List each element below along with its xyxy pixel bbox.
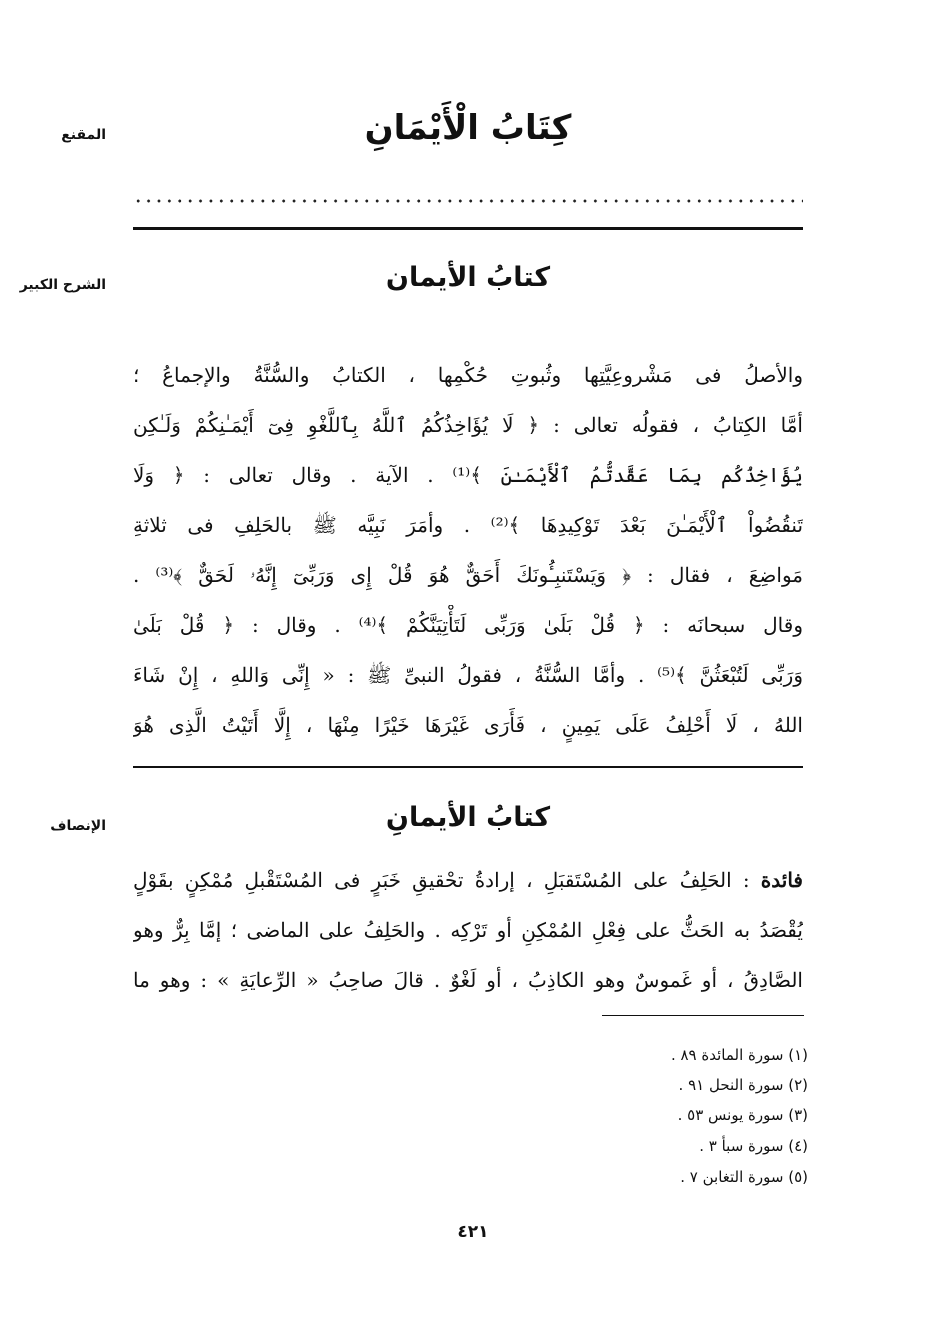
page-number: ٤٢١ [457, 1222, 489, 1242]
sharh-text-line: اللهُ ، لَا أَحْلِفُ عَلَى يَمِينٍ ، فَأَرَى غَيْرَهَا خَيْرًا مِنْهَا ، إِلَّا أَتَيْتُ الَّذِى هُوَ [133, 713, 803, 737]
insaf-title: كتابُ الأيمانِ [385, 802, 551, 833]
footnote: (٤) سورة سبأ ٣ . [699, 1137, 808, 1155]
sharh-title: كتابُ الأيمان [385, 262, 551, 293]
section-divider [133, 766, 803, 768]
sharh-text-line: والأصلُ فى مَشْروعِيَّتِها وثُبوتِ حُكْمِها ، الكتابُ والسُّنَّةُ والإجماعُ ؛ [133, 363, 803, 387]
insaf-text-line: الصَّادِقُ ، أو غَموسٌ وهو الكاذِبُ ، أو لَغْوٌ . قالَ صاحِبُ « الرِّعايَةِ » : وهو ما [133, 968, 803, 992]
sharh-text-line: وَرَبِّى لَتُبْعَثُنَّ ﴾⁽⁵⁾ . وأمَّا السُّنَّةُ ، فقولُ النبىِّ ﷺ : « إِنِّى وَاللهِ ، إِنْ شَاءَ [133, 663, 803, 687]
sharh-text-line: أمَّا الكِتابُ ، فقولُه تعالى : ﴿ لَا يُؤَاخِذُكُمُ ٱللَّهُ بِٱللَّغْوِ فِىٓ أَيْمَـٰنِكُمْ وَلَـٰكِن [133, 413, 803, 437]
footnote: (٣) سورة يونس ٥٣ . [677, 1106, 808, 1124]
sharh-text-line: يُؤَاخِذُكُم بِمَا عَقَّدتُّمُ ٱلْأَيْمَـٰنَ ﴾⁽¹⁾ . الآية . وقال تعالى : ﴿ وَلَا [133, 463, 803, 487]
footnote: (١) سورة المائدة ٨٩ . [670, 1046, 808, 1064]
dotted-divider [133, 199, 803, 203]
section-label-insaf: الإنصاف [50, 818, 106, 834]
insaf-text: : الحَلِفُ على المُسْتَقبَلِ ، إرادةُ تحْقيقِ خَبَرٍ فى المُسْتَقْبلِ مُمْكِنٍ بقَوْلٍ [133, 868, 761, 892]
muqni-title: كِتَابُ الْأَيْمَانِ [364, 108, 572, 148]
insaf-text-line: يُقْصَدُ به الحَثُّ على فِعْلِ المُمْكِنِ أو تَرْكِه . والحَلِفُ على الماضى ؛ إمَّا بِرٌّ وهو [133, 918, 803, 942]
section-divider [133, 227, 803, 230]
insaf-text-line [133, 860, 803, 900]
footnote: (٢) سورة النحل ٩١ . [678, 1076, 808, 1094]
sharh-text-line: تَنقُضُواْ ٱلْأَيْمَـٰنَ بَعْدَ تَوْكِيدِهَا ﴾⁽²⁾ . وأمَرَ نَبِيَّه ﷺ بالحَلِفِ فى ثلاثةِ [133, 513, 803, 537]
fa-ida-lead: فائدة [760, 868, 803, 892]
footnote-rule [602, 1015, 804, 1016]
sharh-text-line: وقال سبحانَه : ﴿ قُلْ بَلَىٰ وَرَبِّى لَتَأْتِيَنَّكُمْ ﴾⁽⁴⁾ . وقال : ﴿ قُلْ بَلَىٰ [133, 613, 803, 637]
footnote: (٥) سورة التغابن ٧ . [680, 1168, 808, 1186]
section-label-sharh: الشرح الكبير [19, 277, 106, 293]
sharh-text-line: مَواضِعَ ، فقال : ﴿ وَيَسْتَنبِـُٔونَكَ أَحَقٌّ هُوَ قُلْ إِى وَرَبِّىٓ إِنَّهُۥ لَحَقٌّ ﴾⁽³⁾ . [133, 563, 803, 587]
section-label-muqni: المقنع [61, 127, 106, 143]
